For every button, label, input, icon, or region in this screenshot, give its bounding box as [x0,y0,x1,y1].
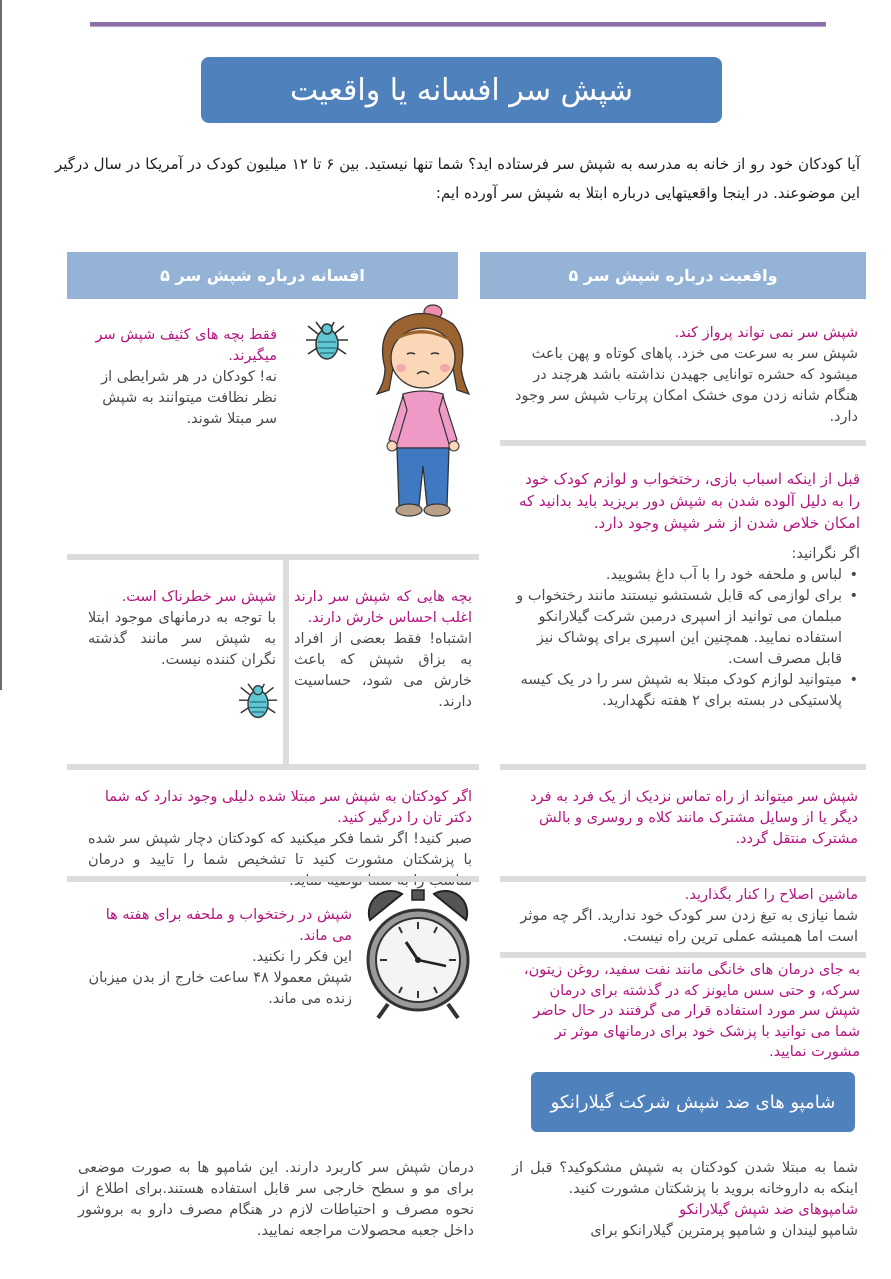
myth-3-title: بچه هایی که شپش سر دارند اغلب احساس خارش دارند. [294,589,472,626]
divider [500,876,866,882]
fact-1 [500,323,858,428]
fact-1-body: شپش سر به سرعت می خزد. پاهای کوتاه و پهن باعث میشود که حشره توانایی جهیدن نداشته باشد هرچند در هنگام شانه زدن موی خشک امکان پرتاب شپش سر وجود دارد. [515,346,858,425]
bullet-item: • لباس و ملحفه خود را با آب داغ بشویید. [510,565,842,586]
facts-header: ۵ واقعیت درباره شپش سر [480,252,866,299]
bullet-item: • برای لوازمی که قابل شستشو نیستند مانند رختخواب و مبلمان می توانید از اسپری درمبن شرکت گیلارانکو استفاده نمایید. همچنین این اسپری برای پوشاک نیز قابل مصرف است. [510,586,842,670]
louse-icon [302,320,352,364]
louse-icon [234,682,282,722]
myth-5-line-2: شپش معمولا ۴۸ ساعت خارج از بدن میزبان زنده می ماند. [88,970,352,1007]
bottom-right-text [512,1158,858,1242]
myth-5-line-1: این فکر را نکنید. [252,949,352,965]
myth-1-title: فقط بچه های کثیف شپش سر میگیرند. [95,327,277,364]
divider [500,764,866,770]
top-divider [90,22,826,27]
bottom-right-title: شامپوهای ضد شپش گیلارانکو [679,1202,858,1218]
fact-1-title: شپش سر نمی تواند پرواز کند. [674,325,858,341]
alarm-clock-icon [362,884,474,1024]
fact-4-body: شما نیازی به تیغ زدن سر کودک خود ندارید. اگر چه موثر است اما همیشه عملی ترین راه نیست. [520,908,858,945]
myth-1 [85,325,277,430]
bottom-left-text: درمان شپش سر کاربرد دارند. این شامپو ها به صورت موضعی برای مو و سطح خارجی سر قابل استفاده هستند.برای اطلاع از نحوه مصرف و احتیاطات لازم در هنگام مصرف دارو به بروشور داخل جعبه محصولات مراجعه نمایید. [78,1160,474,1239]
myth-5-title: شپش در رختخواب و ملحفه برای هفته ها می ماند. [105,907,352,944]
fact-5: به جای درمان های خانگی مانند نفت سفید، روغن زیتون، سرکه، و حتی سس مایونز که در گذشته برای درمان شپش سر مورد استفاده قرار می گرفتند در حال حاضر شما می توانید با پزشک خود برای درمانهای موثر تر مشورت نمایید. [523,962,860,1060]
myth-3 [294,587,472,713]
myth-2-title: شپش سر خطرناک است. [121,589,276,605]
myth-4-body: صبر کنید! اگر شما فکر میکنید که کودکتان دچار شپش سر شده با پزشکتان مشورت کنید تا تشخیص شما را تایید و درمان [88,831,472,868]
fact-2-title: قبل از اینکه اسباب بازی، رختخواب و لوازم کودک خود را به دلیل آلوده شدن به شپش دور بریزید باید بدانید که امکان خلاص شدن از شر شپش وجود دارد. [518,470,860,532]
page-title: شپش سر افسانه یا واقعیت [201,57,722,123]
myth-2-body: با توجه به درمانهای موجود ابتلا به شپش سر مانند گذشته نگران کننده نیست. [88,610,276,668]
girl-illustration [373,298,473,520]
myths-header: ۵ افسانه درباره شپش سر [67,252,458,299]
bullet-item: • میتوانید لوازم کودک مبتلا به شپش سر را در یک کیسه پلاستیکی در بسته برای ۲ هفته نگهدارید. [510,670,842,712]
divider [500,952,866,958]
myth-3-body: اشتباه! فقط بعضی از افراد به بزاق شپش که باعث خارش می شود، حساسیت دارند. [294,631,472,710]
fact-2 [510,468,860,712]
divider [67,876,479,882]
myth-1-body: نه! کودکان در هر شرایطی از نظر نظافت میتوانند به شپش سر مبتلا شوند. [101,369,277,427]
bottom-right-paragraph: شما به مبتلا شدن کودکتان به شپش مشکوکید؟ قبل از اینکه به داروخانه بروید با پزشکتان مشورت کنید. [512,1160,858,1197]
myth-5 [88,905,352,1010]
bottom-right-tail: شامپو لیندان و شامپو پرمترین گیلارانکو برای [590,1223,858,1239]
divider [500,440,866,446]
fact-4-title: ماشین اصلاح را کنار بگذارید. [684,887,858,903]
intro-paragraph: آیا کودکان خود رو از خانه به مدرسه به شپش سر فرستاده اید؟ شما تنها نیستید. بین ۶ تا ۱۲ میلیون کودک در آمریکا در سال درگیر این موضوعند. در اینجا واقعیتهایی درباره ابتلا به شپش سر آورده ایم: [55,155,860,202]
left-margin-rule [0,0,2,690]
fact-3: شپش سر میتواند از راه تماس نزدیک از یک فرد به فرد دیگر یا از وسایل مشترک مانند کلاه و روسری و بالش مشترک منتقل گردد. [530,789,858,847]
divider [67,554,479,560]
vertical-divider [283,560,289,764]
fact-2-lead: اگر نگرانید: [791,546,860,562]
myth-4-title: اگر کودکتان به شپش سر مبتلا شده دلیلی وجود ندارد که شما دکتر تان را درگیر کنید. [104,789,472,826]
divider [67,764,479,770]
fact-2-bullets [510,565,860,712]
shampoo-banner: شامپو های ضد شپش شرکت گیلارانکو [531,1072,855,1132]
myth-2 [88,587,276,671]
fact-4 [512,885,858,948]
